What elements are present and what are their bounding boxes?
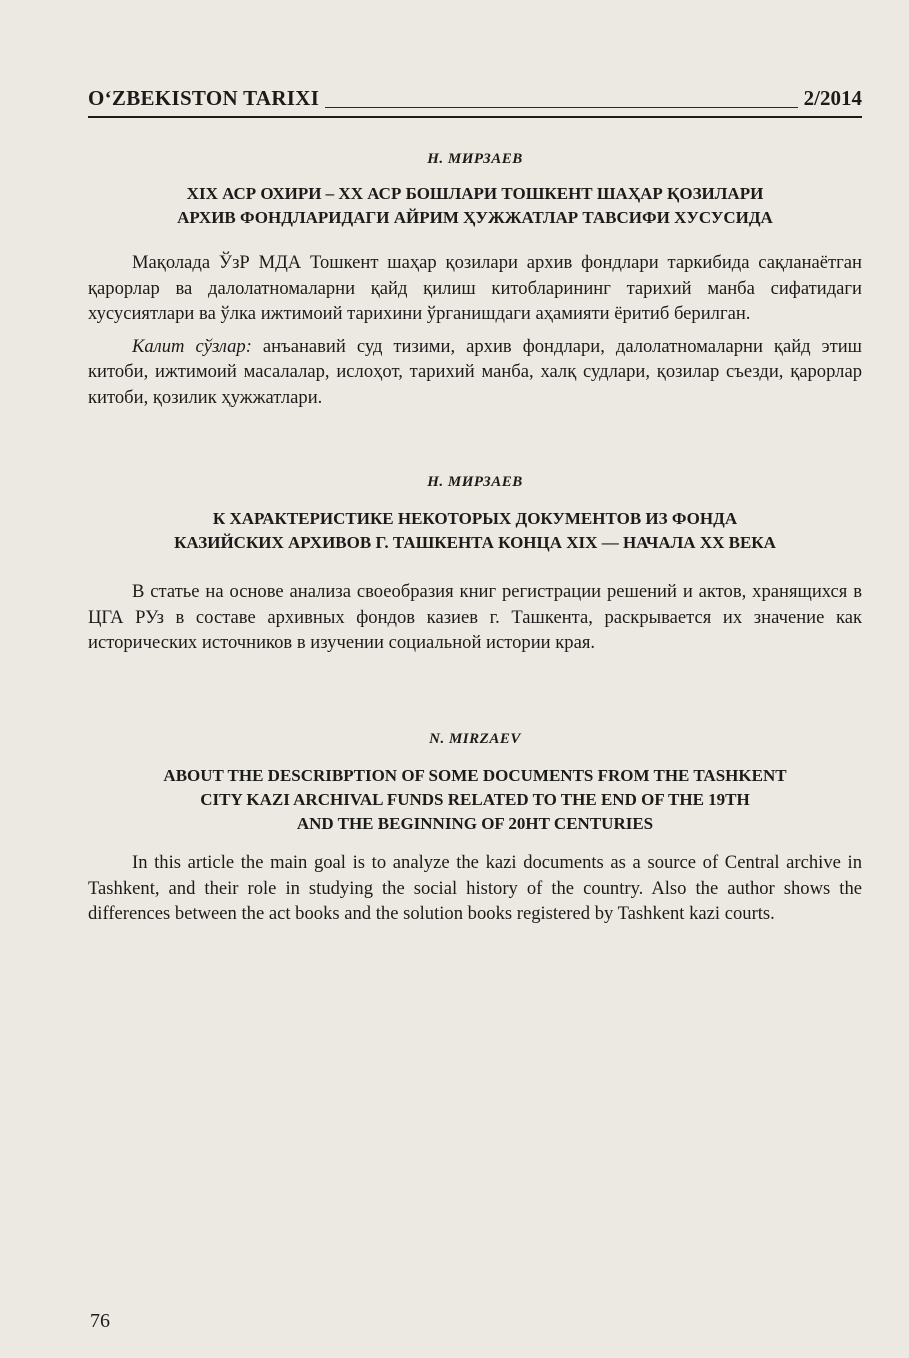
title-line: К ХАРАКТЕРИСТИКЕ НЕКОТОРЫХ ДОКУМЕНТОВ ИЗ ФОНДА <box>212 509 738 528</box>
title-line: АРХИВ ФОНДЛАРИДАГИ АЙРИМ ҲУЖЖАТЛАР ТАВСИФИ ХУСУСИДА <box>177 208 773 227</box>
russian-abstract-section <box>88 474 862 656</box>
english-abstract-section <box>88 731 862 927</box>
abstract-paragraph: В статье на основе анализа своеобразия книг регистрации решений и актов, хранящихся в ЦГА РУз в составе архивных фондов казиев г. Ташкента, раскрывается их значение как исторических источников в изучении социальной истории края. <box>88 581 862 653</box>
title-line: КАЗИЙСКИХ АРХИВОВ Г. ТАШКЕНТА КОНЦА XIX — НАЧАЛА XX ВЕКА <box>174 533 776 552</box>
keywords-label: Калит сўзлар: <box>132 335 252 357</box>
journal-title: O‘ZBEKISTON TARIXI <box>88 86 325 111</box>
keywords-text: анъанавий суд тизими, архив фондлари, далолатномаларни қайд этиш китоби, ижтимоий масалалар, ислоҳот, тарихий манба, халқ судлари, қозилар съезди, қарорлар китоби, қозилик ҳужжатлари. <box>88 335 862 408</box>
header-rule <box>88 116 862 118</box>
abstract-paragraph: In this article the main goal is to analyze the kazi documents as a source of Central archive in Tashkent, and their role in studying the social history of the country. Also the author shows the differences between the act books and the solution books registered by Tashkent kazi courts. <box>88 852 862 924</box>
title-line: AND THE BEGINNING OF 20HT CENTURIES <box>296 814 654 833</box>
uzbek-abstract-section <box>88 151 862 410</box>
author-name: Н. МИРЗАЕВ <box>427 474 523 490</box>
title-line: CITY KAZI ARCHIVAL FUNDS RELATED TO THE END OF THE 19TH <box>200 790 750 809</box>
keywords-paragraph <box>88 334 862 411</box>
issue-number: 2/2014 <box>798 86 862 111</box>
running-header <box>88 86 862 116</box>
author-name: N. MIRZAEV <box>429 731 521 747</box>
title-line: XIX АСР ОХИРИ – XX АСР БОШЛАРИ ТОШКЕНТ ШАҲАР ҚОЗИЛАРИ <box>186 184 764 203</box>
abstract-paragraph: Мақолада ЎзР МДА Тошкент шаҳар қозилари архив фондлари таркибида сақланаётган қарорлар ва далолатномаларни қайд қилиш китобларининг тарихий манба сифатидаги хусусиятлари ва ўлка ижтимоий тарихини ўрганишдаги аҳамияти ёритиб берилган. <box>88 252 862 324</box>
article-title <box>88 764 862 836</box>
page-number: 76 <box>90 1310 110 1332</box>
author-name: Н. МИРЗАЕВ <box>427 151 523 167</box>
title-line: ABOUT THE DESCRIBPTION OF SOME DOCUMENTS FROM THE TASHKENT <box>163 766 787 785</box>
article-title <box>88 182 862 230</box>
article-title <box>88 507 862 555</box>
